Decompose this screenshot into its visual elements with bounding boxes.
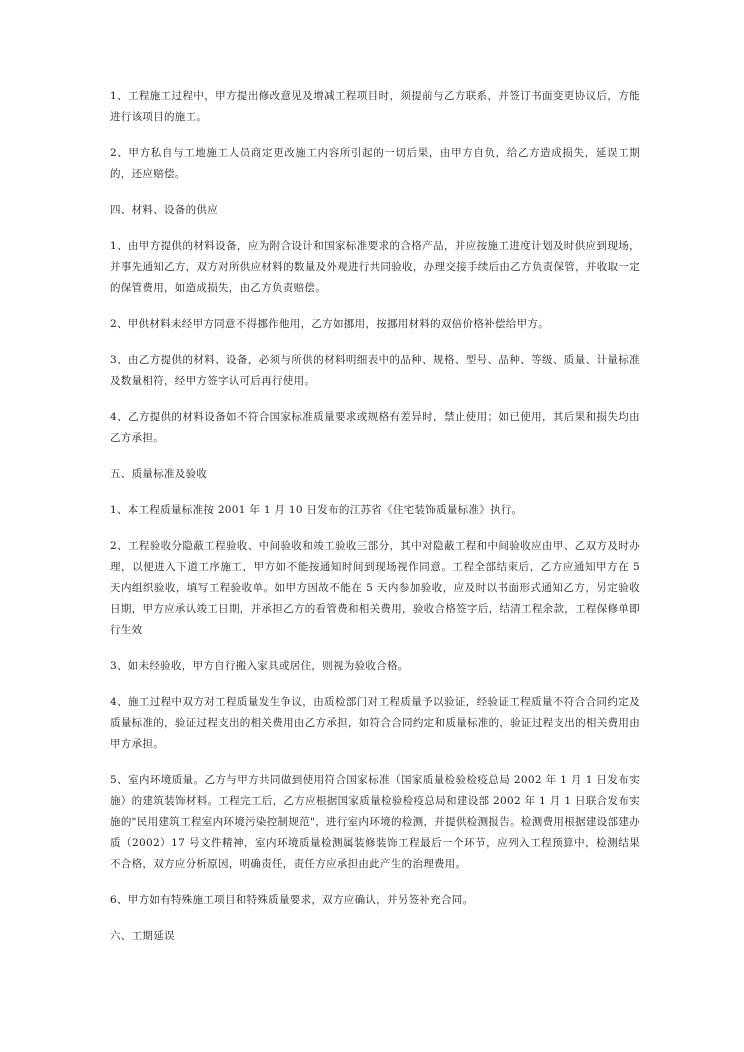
paragraph-10: 4、施工过程中双方对工程质量发生争议，由质检部门对工程质量予以验证，经验证工程质量不符合合同约定及质量标准的，验证过程支出的相关费用由乙方承担，如符合合同约定和质量标准的，验证过程支出的相关费用由甲方承担。 [110, 696, 640, 750]
section-heading-delay: 六、工期延误 [110, 930, 175, 942]
paragraph-6: 4、乙方提供的材料设备如不符合国家标准质量要求或规格有差异时，禁止使用；如已使用，其后果和损失均由乙方承担。 [110, 411, 640, 444]
paragraph-7: 1、本工程质量标准按 2001 年 1 月 10 日发布的江苏省《住宅装饰质量标准》执行。 [110, 504, 523, 516]
paragraph-4: 2、甲供材料未经甲方同意不得挪作他用，乙方如挪用，按挪用材料的双倍价格补偿给甲方。 [110, 318, 549, 330]
paragraph-3: 1、由甲方提供的材料设备，应为附合设计和国家标准要求的合格产品，并应按施工进度计划及时供应到现场，并事先通知乙方，双方对所供应材料的数量及外观进行共同验收，办理交接手续后由乙方负责保管，并收取一定的保管费用，如造成损失，由乙方负责赔偿。 [110, 240, 640, 294]
section-heading-materials: 四、材料、设备的供应 [110, 204, 218, 216]
paragraph-1: 1、工程施工过程中，甲方提出修改意见及增减工程项目时，须提前与乙方联系，并签订书面变更协议后，方能进行该项目的施工。 [110, 90, 640, 123]
section-heading-quality: 五、质量标准及验收 [110, 468, 208, 480]
paragraph-9: 3、如未经验收，甲方自行搬入家具或居住，则视为验收合格。 [110, 660, 409, 672]
paragraph-11: 5、室内环境质量。乙方与甲方共同做到使用符合国家标准（国家质量检验检疫总局 2002 年 1 月 1 日发布实施）的建筑装饰材料。工程完工后，乙方应根据国家质量检验检疫总局和建设部 2002 年 1 月 1 日联合发布实施的"民用建筑工程室内环境污染控制规范"，进行室内环境的检测，并提供检测报告。检测费用根据建设部建办质（2002）17 号文件精神，室内环境质量检测属装修装饰工程最后一个环节，应列入工程预算中，检测结果不合格，双方应分析原因，明确责任，责任方应承担由此产生的治理费用。 [110, 774, 640, 870]
paragraph-8: 2、工程验收分隐蔽工程验收、中间验收和竣工验收三部分，其中对隐蔽工程和中间验收应由甲、乙双方及时办理，以便进入下道工序施工，甲方如不能按通知时间到现场视作同意。工程全部结束后，乙方应通知甲方在 5 天内组织验收，填写工程验收单。如甲方因故不能在 5 天内参加验收，应及时以书面形式通知乙方，另定验收日期，甲方应承认竣工日期，并承担乙方的看管费和相关费用，验收合格签字后，结清工程余款，工程保修单即行生效 [110, 540, 640, 636]
paragraph-2: 2、甲方私自与工地施工人员商定更改施工内容所引起的一切后果，由甲方自负，给乙方造成损失，延误工期的，还应赔偿。 [110, 147, 640, 180]
paragraph-5: 3、由乙方提供的材料、设备，必须与所供的材料明细表中的品种、规格、型号、品种、等级、质量、计量标准及数量相符，经甲方签字认可后再行使用。 [110, 354, 640, 387]
document-page [110, 86, 640, 962]
paragraph-12: 6、甲方如有特殊施工项目和特殊质量要求，双方应确认，并另签补充合同。 [110, 894, 474, 906]
